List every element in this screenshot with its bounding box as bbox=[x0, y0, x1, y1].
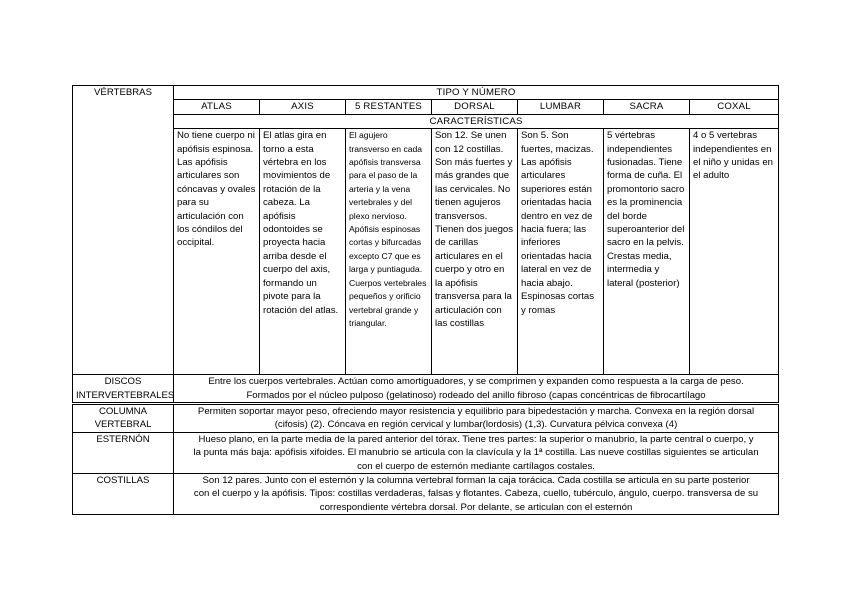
discos-label-line-2: INTERVERTEBRALES bbox=[76, 389, 175, 401]
discos-line-2: Formados por el núcleo pulposo (gelatinoso) rodeado del anillo fibroso (capas concéntricas de fibrocartílago bbox=[246, 389, 706, 401]
discos-label bbox=[73, 375, 174, 404]
discos-line-1: Entre los cuerpos vertebrales. Actúan como amortiguadores, y se comprimen y expanden como respuesta a la carga de peso. bbox=[208, 376, 744, 388]
tipo-numero-header: TIPO Y NÚMERO bbox=[174, 86, 779, 100]
columna-line-1: Permiten soportar mayor peso, ofreciendo mayor resistencia y equilibrio para bipedestación y marcha. Convexa en la región dorsal bbox=[197, 406, 755, 418]
vertebras-label: VÉRTEBRAS bbox=[73, 86, 174, 375]
esternon-label: ESTERNÓN bbox=[73, 432, 174, 473]
column-header-sacra: SACRA bbox=[604, 100, 690, 114]
esternon-line-1: Hueso plano, en la parte media de la pared anterior del tórax. Tiene tres partes: la superior o manubrio, la parte central o cuerpo, y bbox=[198, 433, 754, 445]
cell-lumbar: Son 5. Son fuertes, macizas. Las apófisis articulares superiores están orientadas hacia dentro en vez de hacia fuera; las inferiores orientadas hacia lateral en vez de hacia abajo. Espinosas cortas y romas bbox=[518, 129, 604, 375]
caracteristicas-header: CARACTERÍSTICAS bbox=[174, 114, 779, 128]
cell-sacra: 5 vértebras independientes fusionadas. Tiene forma de cuña. El promontorio sacro es la prominencia del borde superoanterior del sacro en la pelvis. Crestas media, intermedia y lateral (posterior) bbox=[604, 129, 690, 375]
costillas-line-2: con el cuerpo y la apófisis. Tipos: costillas verdaderas, falsas y flotantes. Cabeza, cuello, tubérculo, ángulo, cuerpo. transversa de su bbox=[193, 488, 759, 500]
cell-coxal: 4 o 5 vertebras independientes en el niño y unidas en el adulto bbox=[690, 129, 779, 375]
costillas-label: COSTILLAS bbox=[73, 474, 174, 515]
discos-label-line-1: DISCOS bbox=[104, 376, 142, 388]
discos-description bbox=[174, 375, 779, 404]
anatomy-table bbox=[72, 85, 779, 515]
cell-5-restantes: El agujero transverso en cada apófisis transversa para el paso de la arteria y la vena vertebrales y del plexo nervioso. Apófisis espinosas cortas y bifurcadas excepto C7 que es larga y puntiaguda. Cuerpos vertebrales pequeños y orificio vertebral grande y triangular. bbox=[346, 129, 432, 375]
costillas-line-1: Son 12 pares. Junto con el esternón y la columna vertebral forman la caja torácica. Cada costilla se articula en su parte posterior bbox=[202, 475, 750, 487]
cell-atlas: No tiene cuerpo ni apófisis espinosa. Las apófisis articulares son cóncavas y ovales para su articulación con los cóndilos del occipital. bbox=[174, 129, 260, 375]
costillas-line-3: correspondiente vértebra dorsal. Por delante, se articulan con el esternón bbox=[319, 501, 633, 513]
esternon-description bbox=[174, 432, 779, 473]
column-header-axis: AXIS bbox=[260, 100, 346, 114]
cell-dorsal: Son 12. Se unen con 12 costillas. Son más fuertes y más grandes que las cervicales. No tienen agujeros transversos. Tienen dos juegos de carillas articulares en el cuerpo y otro en la apófisis transversa para la articulación con las costillas bbox=[432, 129, 518, 375]
column-header-lumbar: LUMBAR bbox=[518, 100, 604, 114]
column-header-atlas: ATLAS bbox=[174, 100, 260, 114]
column-header-5-restantes: 5 RESTANTES bbox=[346, 100, 432, 114]
column-header-coxal: COXAL bbox=[690, 100, 779, 114]
columna-label bbox=[73, 404, 174, 433]
esternon-line-3: con el cuerpo de esternón mediante cartílagos costales. bbox=[357, 460, 595, 472]
columna-label-line-2: VERTEBRAL bbox=[94, 419, 152, 431]
columna-label-line-1: COLUMNA bbox=[99, 406, 147, 418]
esternon-line-2: la punta más baja: apófisis xifoides. El manubrio se articula con la clavícula y la 1ª costilla. Las nueve costillas siguientes se articulan bbox=[193, 447, 759, 459]
columna-line-2: (cifosis) (2). Cóncava en región cervical y lumbar(lordosis) (1,3). Curvatura pélvica convexa (4) bbox=[274, 419, 678, 431]
column-header-dorsal: DORSAL bbox=[432, 100, 518, 114]
cell-axis: El atlas gira en torno a esta vértebra en los movimientos de rotación de la cabeza. La apófisis odontoides se proyecta hacia arriba desde el cuerpo del axis, formando un pivote para la rotación del atlas. bbox=[260, 129, 346, 375]
columna-description bbox=[174, 404, 779, 433]
costillas-description bbox=[174, 474, 779, 515]
